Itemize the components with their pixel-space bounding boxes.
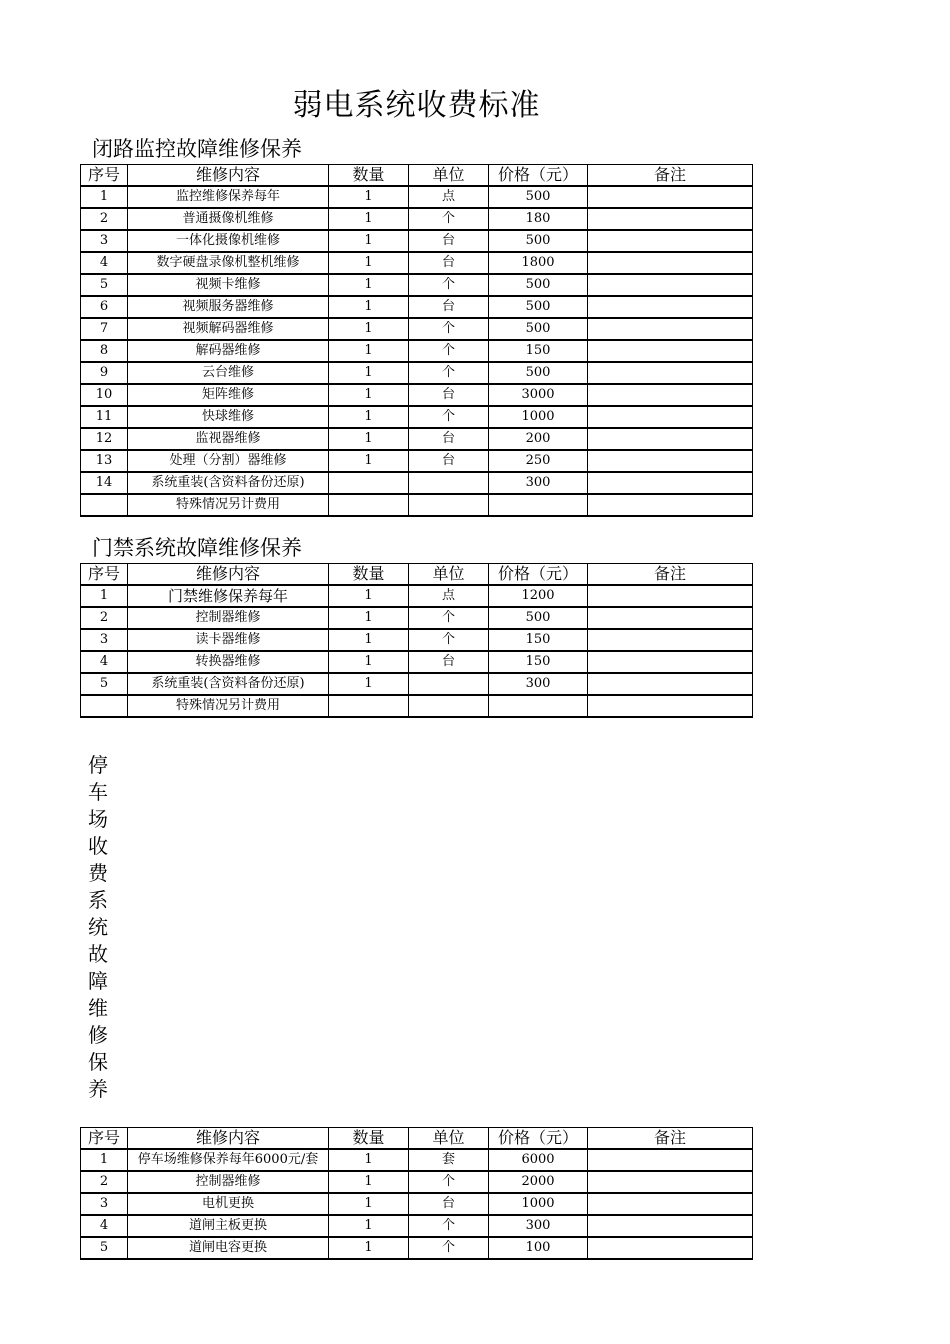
table-header-row xyxy=(81,165,753,187)
repair-item: 监控维修保养每年 xyxy=(128,186,329,208)
header-note: 备注 xyxy=(588,1128,753,1150)
quantity: 1 xyxy=(329,362,409,384)
table-row xyxy=(81,695,753,717)
unit: 个 xyxy=(409,318,489,340)
note xyxy=(588,318,753,340)
price: 250 xyxy=(489,450,588,472)
repair-item: 特殊情况另计费用 xyxy=(128,494,329,516)
price: 500 xyxy=(489,607,588,629)
table-header-row xyxy=(81,564,753,586)
unit: 台 xyxy=(409,296,489,318)
table-row xyxy=(81,362,753,384)
unit: 个 xyxy=(409,607,489,629)
table-row xyxy=(81,651,753,673)
table-row xyxy=(81,1193,753,1215)
price: 500 xyxy=(489,186,588,208)
price: 180 xyxy=(489,208,588,230)
quantity: 1 xyxy=(329,1149,409,1171)
quantity: 1 xyxy=(329,629,409,651)
row-number: 4 xyxy=(81,1215,128,1237)
header-price: 价格（元） xyxy=(489,564,588,586)
price: 1000 xyxy=(489,406,588,428)
price: 300 xyxy=(489,472,588,494)
quantity: 1 xyxy=(329,208,409,230)
header-unit: 单位 xyxy=(409,1128,489,1150)
unit: 个 xyxy=(409,406,489,428)
repair-item: 控制器维修 xyxy=(128,607,329,629)
note xyxy=(588,695,753,717)
price: 2000 xyxy=(489,1171,588,1193)
title-char: 维 xyxy=(88,996,108,1020)
quantity xyxy=(329,472,409,494)
table-row xyxy=(81,1171,753,1193)
quantity xyxy=(329,494,409,516)
repair-item: 道闸电容更换 xyxy=(128,1237,329,1259)
parking-fee-table xyxy=(80,1127,753,1260)
quantity: 1 xyxy=(329,1237,409,1259)
row-number: 1 xyxy=(81,1149,128,1171)
note xyxy=(588,1149,753,1171)
price xyxy=(489,494,588,516)
table-row xyxy=(81,406,753,428)
repair-item: 控制器维修 xyxy=(128,1171,329,1193)
unit: 个 xyxy=(409,208,489,230)
quantity: 1 xyxy=(329,673,409,695)
unit: 套 xyxy=(409,1149,489,1171)
repair-item: 系统重装(含资料备份还原) xyxy=(128,673,329,695)
unit: 台 xyxy=(409,651,489,673)
header-unit: 单位 xyxy=(409,564,489,586)
table-row xyxy=(81,1149,753,1171)
unit: 台 xyxy=(409,230,489,252)
repair-item: 矩阵维修 xyxy=(128,384,329,406)
price: 100 xyxy=(489,1237,588,1259)
header-no: 序号 xyxy=(81,165,128,187)
repair-item: 解码器维修 xyxy=(128,340,329,362)
note xyxy=(588,186,753,208)
unit: 台 xyxy=(409,428,489,450)
row-number: 14 xyxy=(81,472,128,494)
row-number: 1 xyxy=(81,585,128,607)
price: 3000 xyxy=(489,384,588,406)
title-char: 系 xyxy=(88,888,108,912)
table-header-row xyxy=(81,1128,753,1150)
header-unit: 单位 xyxy=(409,165,489,187)
repair-item: 转换器维修 xyxy=(128,651,329,673)
note xyxy=(588,494,753,516)
price: 500 xyxy=(489,296,588,318)
title-char: 保 xyxy=(88,1050,108,1074)
unit: 个 xyxy=(409,340,489,362)
row-number: 12 xyxy=(81,428,128,450)
table-row xyxy=(81,186,753,208)
parking-section-title xyxy=(86,752,110,1103)
price: 150 xyxy=(489,629,588,651)
price: 1800 xyxy=(489,252,588,274)
access-control-fee-table xyxy=(80,563,753,718)
table-row xyxy=(81,230,753,252)
row-number: 13 xyxy=(81,450,128,472)
price: 500 xyxy=(489,274,588,296)
note xyxy=(588,1215,753,1237)
note xyxy=(588,252,753,274)
repair-item: 门禁维修保养每年 xyxy=(128,585,329,607)
quantity: 1 xyxy=(329,585,409,607)
price xyxy=(489,695,588,717)
unit: 个 xyxy=(409,1215,489,1237)
row-number: 2 xyxy=(81,607,128,629)
table-row xyxy=(81,384,753,406)
note xyxy=(588,472,753,494)
repair-item: 视频卡维修 xyxy=(128,274,329,296)
quantity: 1 xyxy=(329,274,409,296)
row-number: 9 xyxy=(81,362,128,384)
header-price: 价格（元） xyxy=(489,165,588,187)
price: 6000 xyxy=(489,1149,588,1171)
unit: 个 xyxy=(409,629,489,651)
quantity: 1 xyxy=(329,230,409,252)
header-note: 备注 xyxy=(588,564,753,586)
title-char: 场 xyxy=(88,807,108,831)
repair-item: 数字硬盘录像机整机维修 xyxy=(128,252,329,274)
price: 1200 xyxy=(489,585,588,607)
row-number: 5 xyxy=(81,673,128,695)
price: 150 xyxy=(489,340,588,362)
quantity: 1 xyxy=(329,651,409,673)
quantity: 1 xyxy=(329,450,409,472)
unit: 台 xyxy=(409,1193,489,1215)
title-char: 养 xyxy=(88,1077,108,1101)
header-qty: 数量 xyxy=(329,165,409,187)
row-number: 8 xyxy=(81,340,128,362)
price: 500 xyxy=(489,318,588,340)
table-row xyxy=(81,1237,753,1259)
row-number: 5 xyxy=(81,274,128,296)
cctv-fee-table xyxy=(80,164,753,517)
quantity: 1 xyxy=(329,1215,409,1237)
quantity: 1 xyxy=(329,340,409,362)
note xyxy=(588,340,753,362)
price: 300 xyxy=(489,1215,588,1237)
unit: 个 xyxy=(409,274,489,296)
row-number: 11 xyxy=(81,406,128,428)
unit: 点 xyxy=(409,186,489,208)
quantity: 1 xyxy=(329,428,409,450)
header-qty: 数量 xyxy=(329,1128,409,1150)
table-row xyxy=(81,673,753,695)
price: 300 xyxy=(489,673,588,695)
row-number: 3 xyxy=(81,230,128,252)
title-char: 统 xyxy=(88,915,108,939)
table-row xyxy=(81,296,753,318)
header-no: 序号 xyxy=(81,564,128,586)
unit xyxy=(409,494,489,516)
document-title: 弱电系统收费标准 xyxy=(292,88,541,123)
note xyxy=(588,1237,753,1259)
quantity: 1 xyxy=(329,607,409,629)
row-number: 5 xyxy=(81,1237,128,1259)
repair-item: 道闸主板更换 xyxy=(128,1215,329,1237)
quantity: 1 xyxy=(329,296,409,318)
title-char: 收 xyxy=(88,834,108,858)
unit: 个 xyxy=(409,1237,489,1259)
row-number: 2 xyxy=(81,1171,128,1193)
note xyxy=(588,651,753,673)
quantity: 1 xyxy=(329,1171,409,1193)
row-number: 3 xyxy=(81,1193,128,1215)
table-row xyxy=(81,629,753,651)
unit: 个 xyxy=(409,1171,489,1193)
note xyxy=(588,607,753,629)
note xyxy=(588,450,753,472)
access-control-section-title: 门禁系统故障维修保养 xyxy=(92,536,302,560)
unit: 台 xyxy=(409,450,489,472)
row-number: 2 xyxy=(81,208,128,230)
table-row xyxy=(81,318,753,340)
title-char: 故 xyxy=(88,942,108,966)
header-item: 维修内容 xyxy=(128,564,329,586)
note xyxy=(588,585,753,607)
title-char: 车 xyxy=(88,780,108,804)
row-number: 6 xyxy=(81,296,128,318)
table-row xyxy=(81,607,753,629)
table-row xyxy=(81,472,753,494)
note xyxy=(588,629,753,651)
repair-item: 一体化摄像机维修 xyxy=(128,230,329,252)
unit: 点 xyxy=(409,585,489,607)
table-row xyxy=(81,494,753,516)
quantity: 1 xyxy=(329,384,409,406)
row-number xyxy=(81,494,128,516)
repair-item: 处理（分割）器维修 xyxy=(128,450,329,472)
table-row xyxy=(81,450,753,472)
title-char: 停 xyxy=(88,753,108,777)
quantity xyxy=(329,695,409,717)
row-number: 3 xyxy=(81,629,128,651)
repair-item: 视频服务器维修 xyxy=(128,296,329,318)
quantity: 1 xyxy=(329,252,409,274)
quantity: 1 xyxy=(329,406,409,428)
row-number: 1 xyxy=(81,186,128,208)
unit xyxy=(409,673,489,695)
price: 500 xyxy=(489,362,588,384)
note xyxy=(588,296,753,318)
header-item: 维修内容 xyxy=(128,165,329,187)
table-row xyxy=(81,252,753,274)
price: 1000 xyxy=(489,1193,588,1215)
table-row xyxy=(81,208,753,230)
row-number xyxy=(81,695,128,717)
repair-item: 云台维修 xyxy=(128,362,329,384)
row-number: 7 xyxy=(81,318,128,340)
table-row xyxy=(81,585,753,607)
cctv-section-title: 闭路监控故障维修保养 xyxy=(92,137,302,161)
note xyxy=(588,673,753,695)
table-row xyxy=(81,274,753,296)
unit xyxy=(409,695,489,717)
unit: 个 xyxy=(409,362,489,384)
title-char: 费 xyxy=(88,861,108,885)
header-no: 序号 xyxy=(81,1128,128,1150)
repair-item: 电机更换 xyxy=(128,1193,329,1215)
repair-item: 监视器维修 xyxy=(128,428,329,450)
repair-item: 系统重装(含资料备份还原) xyxy=(128,472,329,494)
row-number: 10 xyxy=(81,384,128,406)
note xyxy=(588,406,753,428)
table-row xyxy=(81,428,753,450)
table-row xyxy=(81,1215,753,1237)
unit xyxy=(409,472,489,494)
row-number: 4 xyxy=(81,252,128,274)
repair-item: 快球维修 xyxy=(128,406,329,428)
table-row xyxy=(81,340,753,362)
header-item: 维修内容 xyxy=(128,1128,329,1150)
note xyxy=(588,1171,753,1193)
price: 500 xyxy=(489,230,588,252)
repair-item: 停车场维修保养每年6000元/套 xyxy=(128,1149,329,1171)
row-number: 4 xyxy=(81,651,128,673)
title-char: 修 xyxy=(88,1023,108,1047)
price: 150 xyxy=(489,651,588,673)
quantity: 1 xyxy=(329,318,409,340)
note xyxy=(588,208,753,230)
repair-item: 特殊情况另计费用 xyxy=(128,695,329,717)
repair-item: 读卡器维修 xyxy=(128,629,329,651)
unit: 台 xyxy=(409,384,489,406)
repair-item: 视频解码器维修 xyxy=(128,318,329,340)
note xyxy=(588,274,753,296)
header-qty: 数量 xyxy=(329,564,409,586)
note xyxy=(588,428,753,450)
price: 200 xyxy=(489,428,588,450)
note xyxy=(588,1193,753,1215)
note xyxy=(588,384,753,406)
quantity: 1 xyxy=(329,186,409,208)
header-note: 备注 xyxy=(588,165,753,187)
title-char: 障 xyxy=(88,969,108,993)
note xyxy=(588,230,753,252)
quantity: 1 xyxy=(329,1193,409,1215)
header-price: 价格（元） xyxy=(489,1128,588,1150)
note xyxy=(588,362,753,384)
repair-item: 普通摄像机维修 xyxy=(128,208,329,230)
unit: 台 xyxy=(409,252,489,274)
